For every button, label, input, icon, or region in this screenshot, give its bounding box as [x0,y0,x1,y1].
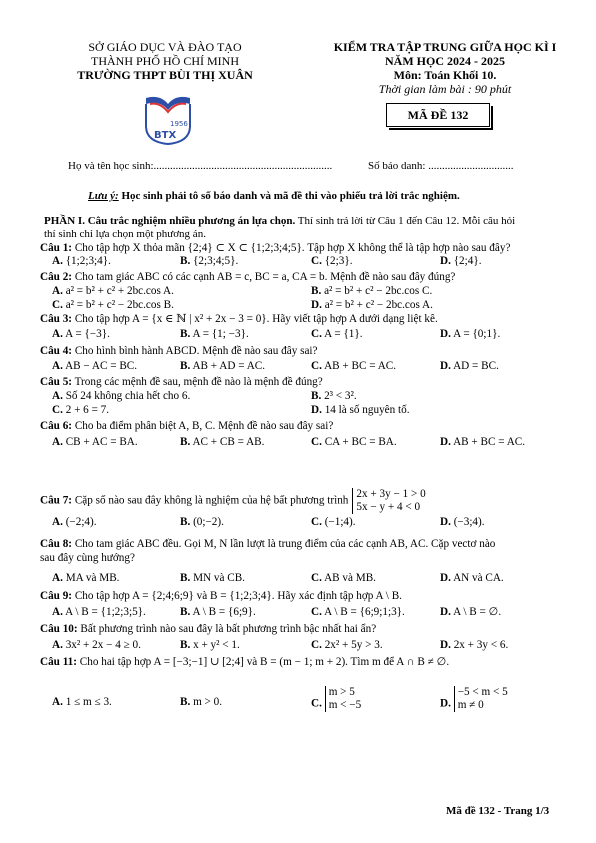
option-c[interactable] [52,299,174,312]
option-c[interactable] [311,436,397,449]
option-letter: A. [52,516,63,528]
option-b[interactable] [180,360,265,373]
option-c[interactable] [311,516,356,529]
question-text: Cho hình bình hành ABCD. Mệnh đề nào sau đây sai? [72,345,318,357]
option-letter: B. [180,696,191,708]
question-text-cont: sau đây cùng hướng? [40,552,135,564]
question-11 [40,656,449,669]
option-letter: A. [52,360,63,372]
part-desc-1: Thí sinh trả lời từ Câu 1 đến Câu 12. Mỗi câu hỏi [295,215,516,227]
option-letter: D. [440,328,451,340]
option-text: A \ B = {6;9}. [192,606,256,618]
option-a[interactable] [52,390,190,403]
option-letter: A. [52,285,63,297]
option-text: a² = b² + c² − 2bc.cos C. [324,285,433,297]
option-a[interactable] [52,360,137,373]
option-letter: A. [52,639,63,651]
student-id-field: Số báo danh: ............................... [368,160,514,172]
system-row: 2x + 3y − 1 > 0 [356,488,426,500]
question-text: Trong các mệnh đề sau, mệnh đề nào là mệnh đề đúng? [72,376,323,388]
option-d[interactable] [440,255,482,268]
option-text: CB + AC = BA. [65,436,138,448]
option-c[interactable] [311,572,376,585]
option-letter: C. [311,436,322,448]
option-a[interactable] [52,572,119,585]
option-system-row: −5 < m < 5 [457,686,508,698]
option-letter: B. [180,360,191,372]
option-letter: D. [311,299,322,311]
option-text: AB + BC = AC. [324,360,397,372]
question-text: Cặp số nào sau đây không là nghiệm của hệ bất phương trình [72,494,349,507]
system-row: 5x − y + 4 < 0 [356,501,421,513]
question-text: Cho tam giác ABC có các cạnh AB = c, BC = a, CA = b. Mệnh đề nào sau đây đúng? [72,271,456,283]
option-letter: C. [311,639,322,651]
student-name-field: Họ và tên học sinh:................................................................. [68,160,333,172]
option-text: a² = b² + c² + 2bc.cos A. [65,285,174,297]
option-text: A = {−3}. [65,328,110,340]
question-text: Cho tập hợp A = {x ∈ ℕ | x² + 2x − 3 = 0}. Hãy viết tập hợp A dưới dạng liệt kê. [72,313,438,325]
option-d[interactable] [440,572,504,585]
option-text: CA + BC = BA. [324,436,397,448]
option-letter: C. [311,328,322,340]
option-system-row: m ≠ 0 [457,699,484,711]
option-d[interactable] [440,686,508,712]
option-letter: B. [180,436,191,448]
department-name [60,40,270,82]
option-b[interactable] [180,606,256,619]
header-line-1: SỞ GIÁO DỤC VÀ ĐÀO TẠO [88,40,242,54]
question-9 [40,590,402,603]
option-text: 1 ≤ m ≤ 3. [65,696,112,708]
option-letter: A. [52,436,63,448]
option-letter: D. [440,516,451,528]
exam-code: MÃ ĐỀ 132 [407,107,469,122]
option-text: 2x + 3y < 6. [453,639,509,651]
option-text: 14 là số nguyên tố. [324,404,410,416]
school-year: NĂM HỌC 2024 - 2025 [385,54,505,68]
option-text: AC + CB = AB. [192,436,265,448]
option-a[interactable] [52,516,97,529]
part-desc-2: thí sinh chỉ lựa chọn một phương án. [44,228,206,240]
option-d[interactable] [440,328,500,341]
part-heading: PHẦN I. Câu trắc nghiệm nhiều phương án lựa chọn. [44,215,296,227]
note [88,190,460,203]
question-text: Cho tập hợp A = {2;4;6;9} và B = {1;2;3;4}. Hãy xác định tập hợp A \ B. [72,590,402,602]
option-text: AN và CA. [453,572,504,584]
option-text: m > 0. [193,696,223,708]
option-text: A = {0;1}. [453,328,501,340]
note-prefix: Lưu ý: [88,190,119,202]
option-letter: D. [440,436,451,448]
option-text: (0;−2). [193,516,224,528]
option-text: 2x² + 5y > 3. [324,639,383,651]
book-logo-icon [140,90,196,146]
exam-time: Thời gian làm bài : 90 phút [378,82,512,96]
option-text: 3x² + 2x − 4 ≥ 0. [65,639,141,651]
question-3 [40,313,438,326]
question-label: Câu 10: [40,623,78,635]
option-letter: B. [180,572,191,584]
logo-year: 1956 [170,120,188,128]
option-c[interactable] [52,404,109,417]
option-text: AB và MB. [324,572,376,584]
option-a[interactable] [52,436,138,449]
option-b[interactable] [311,390,357,403]
option-a[interactable] [52,285,174,298]
option-text: MA và MB. [65,572,120,584]
question-label: Câu 1: [40,242,73,254]
option-c[interactable] [311,639,383,652]
exam-code-box [386,103,490,127]
option-system-row: m > 5 [328,686,355,698]
option-text: {2;3}. [324,255,353,267]
option-text: MN và CB. [193,572,245,584]
exam-header [300,40,590,96]
option-letter: C. [311,360,322,372]
option-letter: B. [180,639,191,651]
question-label: Câu 4: [40,345,73,357]
option-c[interactable] [311,606,405,619]
option-letter: A. [52,606,63,618]
option-c[interactable] [311,328,363,341]
option-b[interactable] [311,285,432,298]
option-a[interactable] [52,639,141,652]
exam-title: KIỂM TRA TẬP TRUNG GIỮA HỌC KÌ I [333,40,557,54]
option-a[interactable] [52,696,112,709]
option-d[interactable] [311,404,410,417]
option-letter: D. [440,360,451,372]
option-b[interactable] [180,436,264,449]
option-text: 2 + 6 = 7. [65,404,110,416]
option-system-row: m < −5 [328,699,362,711]
question-text: Bất phương trình nào sau đây là bất phương trình bậc nhất hai ẩn? [77,623,377,635]
option-a[interactable] [52,255,111,268]
question-text: Cho tập hợp X thỏa mãn {2;4} ⊂ X ⊂ {1;2;3;4;5}. Tập hợp X không thể là tập hợp nào sau đây? [72,242,511,254]
option-text: Số 24 không chia hết cho 6. [65,390,191,402]
option-b[interactable] [180,639,240,652]
option-text: (−1;4). [324,516,356,528]
option-d[interactable] [440,360,499,373]
option-text: A = {1}. [324,328,363,340]
option-letter: B. [311,390,322,402]
question-label: Câu 9: [40,590,73,602]
question-5 [40,376,323,389]
option-letter: A. [52,328,63,340]
option-letter: C. [311,697,322,710]
question-7 [40,488,426,514]
option-text: A \ B = {6;9;1;3}. [324,606,405,618]
option-c[interactable] [311,255,353,268]
option-text: {2;4}. [453,255,482,267]
option-d[interactable] [311,299,433,312]
option-d[interactable] [440,516,485,529]
option-letter: D. [440,572,451,584]
option-letter: D. [440,639,451,651]
option-text: AB − AC = BC. [65,360,138,372]
question-label: Câu 11: [40,656,77,668]
school-name: TRƯỜNG THPT BÙI THỊ XUÂN [77,68,253,82]
option-system [454,686,508,712]
option-b[interactable] [180,328,249,341]
note-text: Học sinh phải tô số báo danh và mã đề thi vào phiếu trả lời trắc nghiệm. [118,190,460,202]
option-letter: D. [440,255,451,267]
option-text: A = {1; −3}. [192,328,249,340]
page-footer: Mã đề 132 - Trang 1/3 [446,805,550,817]
question-text: Cho tam giác ABC đều. Gọi M, N lần lượt là trung điểm của các cạnh AB, AC. Cặp vectơ nào [72,538,496,550]
question-6 [40,420,333,433]
option-letter: B. [180,516,191,528]
option-letter: D. [440,606,451,618]
option-system [325,686,362,712]
option-letter: B. [180,606,191,618]
option-text: A \ B = ∅. [453,606,502,618]
option-b[interactable] [180,696,222,709]
option-b[interactable] [180,516,224,529]
question-8 [40,538,495,551]
option-a[interactable] [52,606,146,619]
option-text: x + y² < 1. [193,639,240,651]
school-logo [140,90,196,146]
option-text: (−2;4). [65,516,97,528]
question-2 [40,271,455,284]
option-c[interactable] [311,686,362,712]
question-label: Câu 7: [40,494,73,507]
question-1 [40,242,510,255]
option-letter: D. [440,697,451,710]
option-text: A \ B = {1;2;3;5}. [65,606,146,618]
option-letter: A. [52,255,63,267]
question-label: Câu 8: [40,538,73,550]
option-d[interactable] [440,436,525,449]
question-label: Câu 3: [40,313,73,325]
option-d[interactable] [440,639,508,652]
option-text: {2;3;4;5}. [193,255,239,267]
option-text: 2³ < 3². [324,390,357,402]
option-letter: A. [52,696,63,708]
option-text: a² = b² + c² − 2bc.cos B. [65,299,174,311]
question-label: Câu 6: [40,420,73,432]
option-b[interactable] [180,255,238,268]
option-letter: C. [52,404,63,416]
option-text: a² = b² + c² − 2bc.cos A. [324,299,433,311]
option-letter: A. [52,572,63,584]
question-text: Cho ba điểm phân biệt A, B, C. Mệnh đề nào sau đây sai? [72,420,334,432]
option-letter: B. [180,255,191,267]
option-c[interactable] [311,360,396,373]
option-letter: C. [311,255,322,267]
option-a[interactable] [52,328,110,341]
equation-system [352,488,425,514]
option-text: (−3;4). [453,516,485,528]
option-text: AB + BC = AC. [453,436,526,448]
option-text: {1;2;3;4}. [65,255,111,267]
question-10 [40,623,376,636]
logo-text: BTX [154,130,177,141]
part-title [44,215,515,228]
option-letter: B. [180,328,191,340]
option-text: AD = BC. [453,360,499,372]
header-line-2: THÀNH PHỐ HỒ CHÍ MINH [91,54,239,68]
subject: Môn: Toán Khối 10. [393,68,497,82]
option-text: AB + AD = AC. [192,360,266,372]
question-label: Câu 2: [40,271,73,283]
question-4 [40,345,318,358]
option-letter: C. [311,606,322,618]
question-text: Cho hai tập hợp A = [−3;−1] ∪ [2;4] và B = (m − 1; m + 2). Tìm m để A ∩ B ≠ ∅. [77,656,450,668]
option-letter: B. [311,285,322,297]
option-d[interactable] [440,606,501,619]
option-b[interactable] [180,572,245,585]
option-letter: C. [311,516,322,528]
question-label: Câu 5: [40,376,73,388]
option-letter: C. [52,299,63,311]
option-letter: C. [311,572,322,584]
option-letter: A. [52,390,63,402]
option-letter: D. [311,404,322,416]
